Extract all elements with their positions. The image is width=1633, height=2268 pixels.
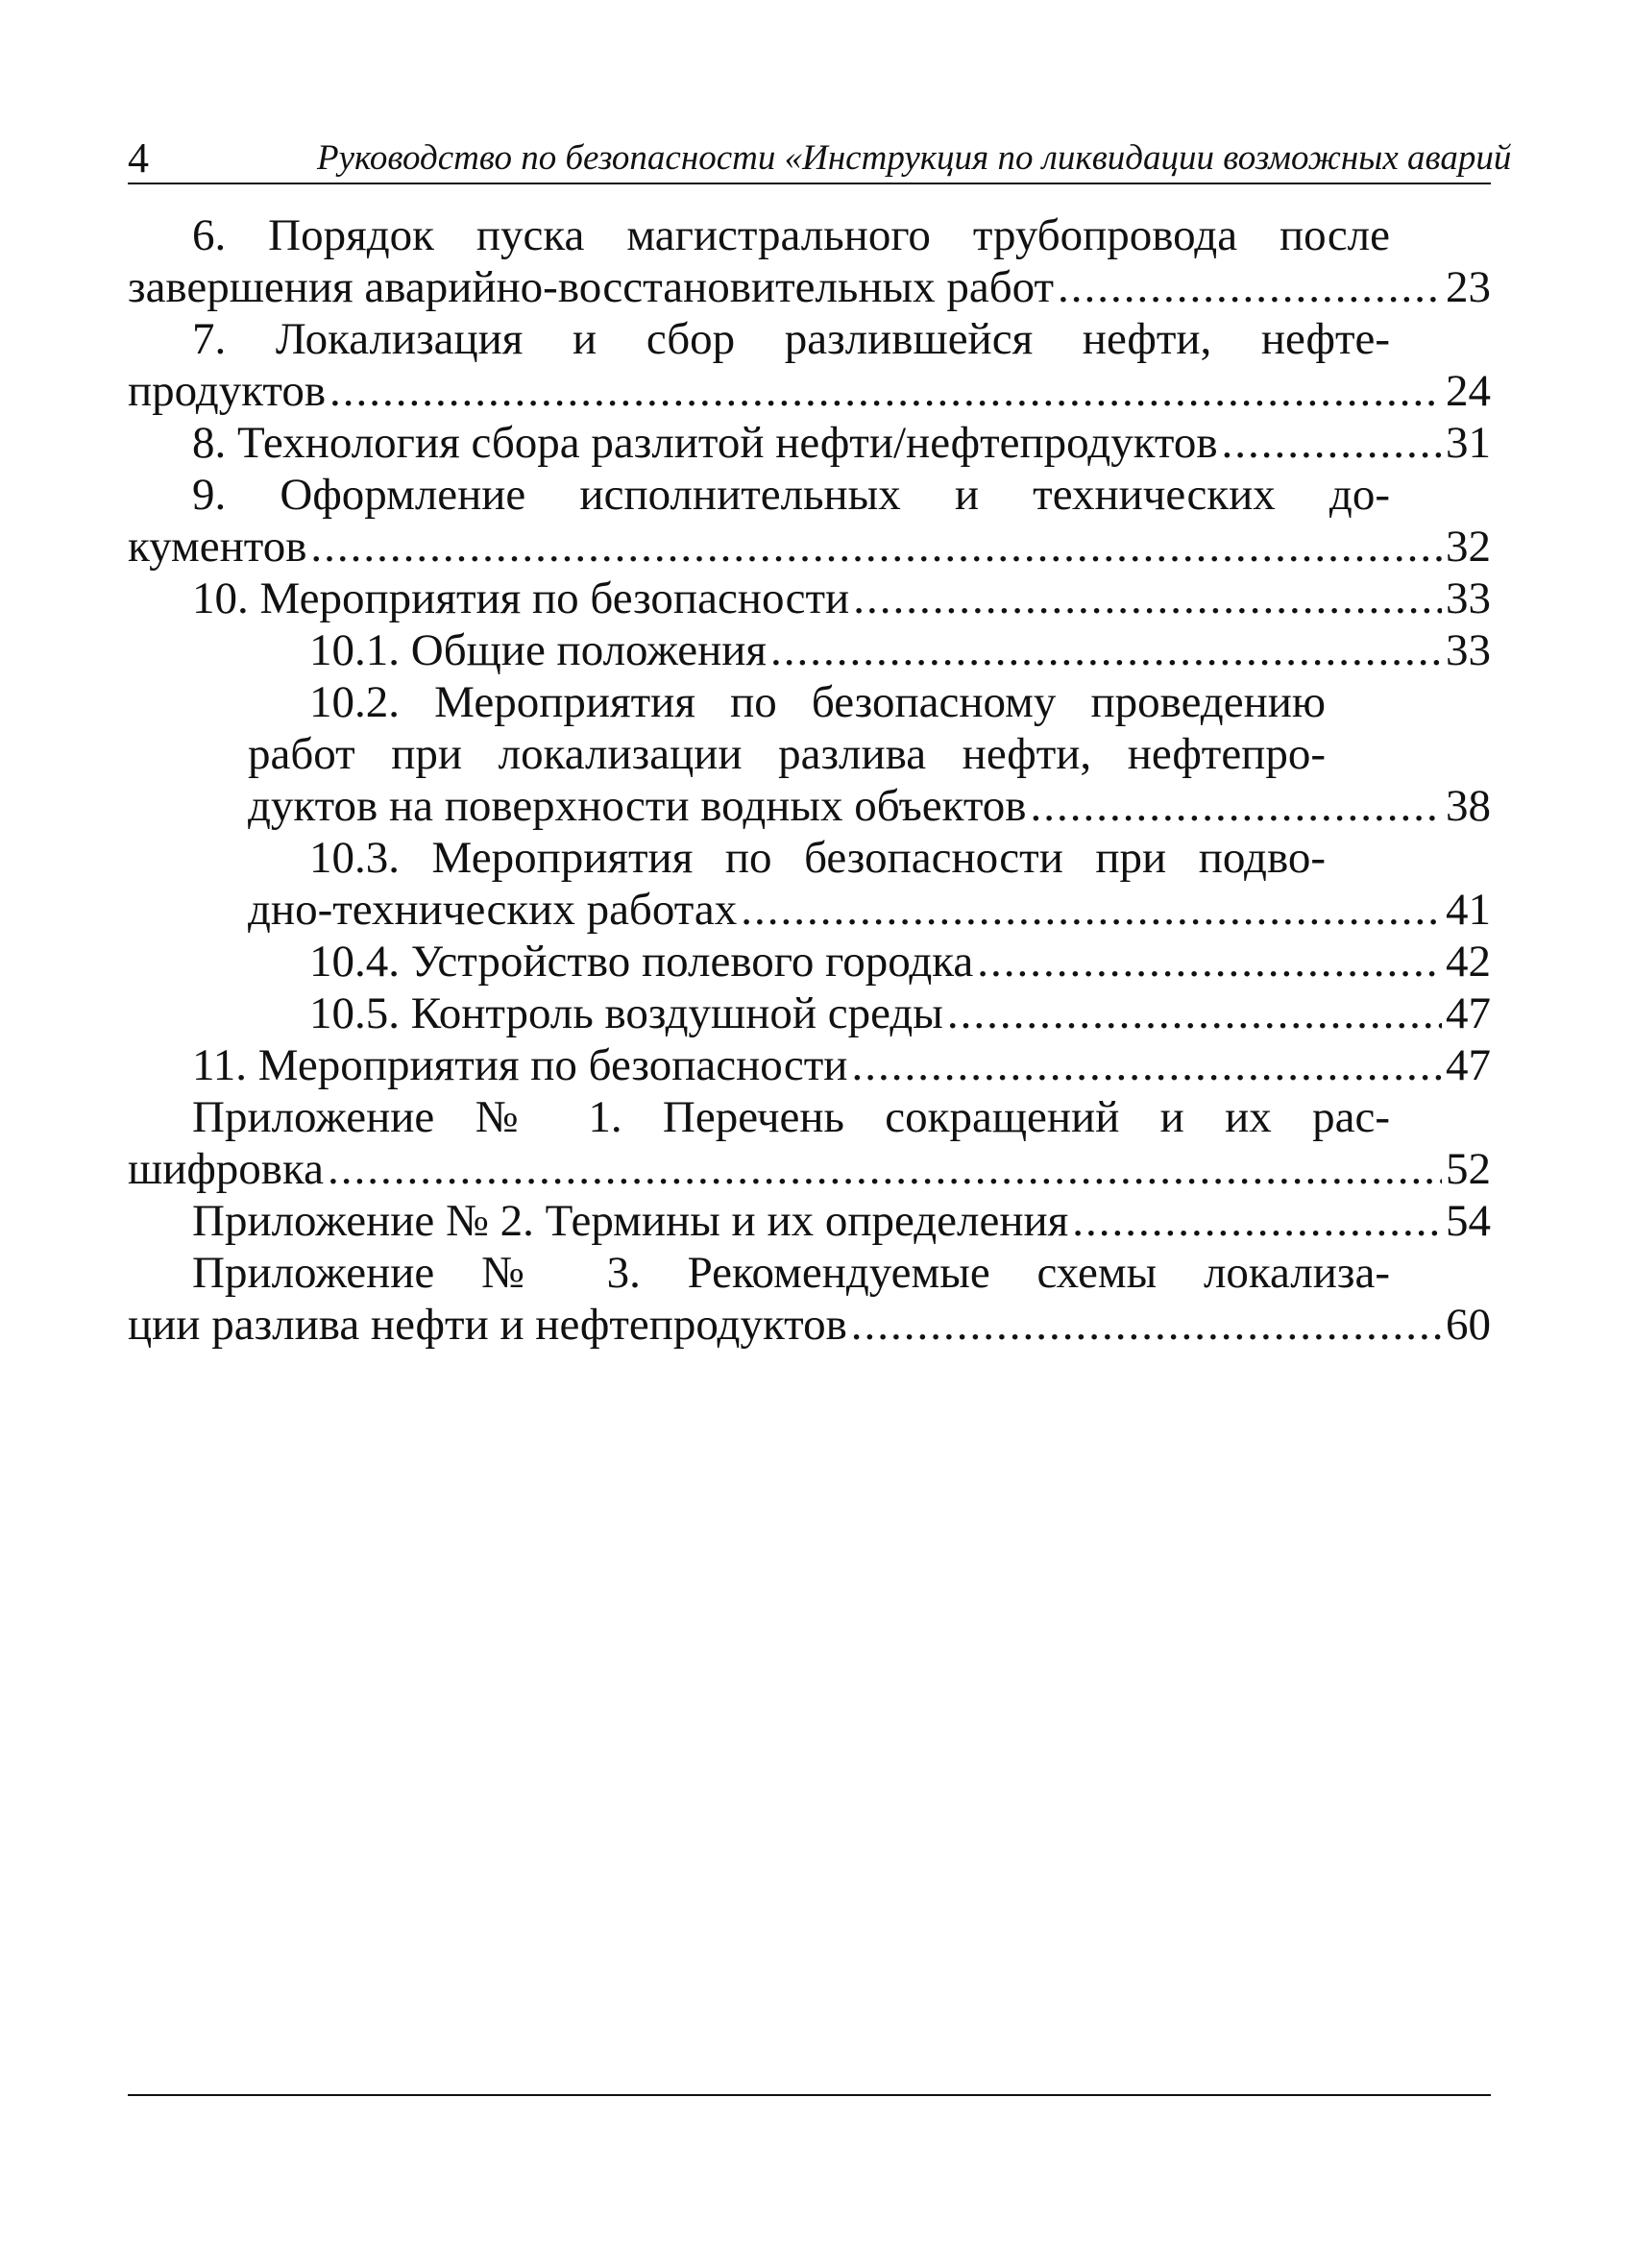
header-rule — [128, 183, 1491, 184]
toc-entry-10 — [128, 573, 1491, 624]
toc-entry-11 — [128, 1039, 1491, 1091]
toc-entry-7 — [128, 313, 1491, 417]
toc-page-number: 60 — [1446, 1300, 1491, 1350]
dot-leader — [1222, 417, 1442, 469]
toc-entry-text: шифровка — [128, 1144, 324, 1194]
toc-entry-text: 10.4. Устройство полевого городка — [309, 937, 974, 987]
toc-entry-text: 11. Мероприятия по безопасности — [192, 1040, 848, 1090]
toc-entry-text: 10.1. Общие положения — [309, 625, 768, 675]
toc-entry-appendix-3 — [128, 1247, 1491, 1351]
toc-page-number: 33 — [1446, 573, 1491, 623]
footer-rule — [128, 2094, 1491, 2096]
dot-leader — [310, 521, 1442, 573]
toc-entry-text: 10.3. Мероприятия по безопасности при подво- — [309, 833, 1326, 883]
toc-entry-appendix-2 — [128, 1195, 1491, 1247]
dot-leader — [853, 573, 1442, 624]
toc-entry-leader-line — [128, 1195, 1491, 1247]
toc-entry-10-3 — [192, 832, 1491, 936]
toc-entry-9 — [128, 469, 1491, 573]
toc-entry-text: ции разлива нефти и нефтепродуктов — [128, 1300, 847, 1350]
toc-entry-text: кументов — [128, 522, 307, 572]
toc-entry-leader-line — [128, 417, 1491, 469]
running-header: Руководство по безопасности «Инструкция по ликвидации возможных аварий — [317, 138, 1512, 178]
toc-page-number: 47 — [1446, 988, 1491, 1038]
toc-entry-10-5 — [192, 988, 1491, 1039]
dot-leader — [328, 1143, 1442, 1195]
toc-entry-leader-line — [192, 780, 1491, 832]
dot-leader — [1058, 261, 1442, 313]
page-number: 4 — [128, 134, 149, 182]
toc-page-number: 52 — [1446, 1144, 1491, 1194]
toc-entry-10-2 — [192, 676, 1491, 832]
toc-entry-text: 10. Мероприятия по безопасности — [192, 573, 850, 623]
toc-entry-leader-line — [128, 1039, 1491, 1091]
toc-entry-text: Приложение № 3. Рекомендуемые схемы локализа- — [192, 1248, 1390, 1298]
toc-entry-10-4 — [192, 936, 1491, 988]
toc-entry-leader-line — [128, 521, 1491, 573]
toc-page-number: 42 — [1446, 937, 1491, 987]
toc-entry-text: Приложение № 2. Термины и их определения — [192, 1196, 1069, 1246]
toc-entry-leader-line — [192, 624, 1491, 676]
toc-entry-text: 7. Локализация и сбор разлившейся нефти, нефте- — [192, 314, 1390, 364]
dot-leader — [851, 1299, 1442, 1351]
toc-page-number: 38 — [1446, 781, 1491, 831]
toc-entry-text: работ при локализации разлива нефти, нефтепро- — [248, 729, 1326, 779]
toc-page-number: 47 — [1446, 1040, 1491, 1090]
toc-entry-leader-line — [128, 573, 1491, 624]
toc-entry-leader-line — [192, 884, 1491, 936]
toc-entry-leader-line — [192, 988, 1491, 1039]
toc-entry-appendix-1 — [128, 1091, 1491, 1195]
toc-entry-text: дуктов на поверхности водных объектов — [248, 781, 1027, 831]
toc-page-number: 24 — [1446, 366, 1491, 416]
toc-page-number: 41 — [1446, 885, 1491, 935]
toc-page-number: 32 — [1446, 522, 1491, 572]
toc-page-number: 31 — [1446, 418, 1491, 468]
toc-entry-text: 10.5. Контроль воздушной среды — [309, 988, 943, 1038]
dot-leader — [770, 624, 1442, 676]
dot-leader — [741, 884, 1442, 936]
toc-entry-leader-line — [192, 936, 1491, 988]
toc-entry-text: 10.2. Мероприятия по безопасному проведению — [309, 677, 1326, 727]
dot-leader — [1072, 1195, 1442, 1247]
toc-entry-8 — [128, 417, 1491, 469]
toc-entry-text: дно-технических работах — [248, 885, 738, 935]
toc-entry-text: продуктов — [128, 366, 327, 416]
toc-entry-leader-line — [128, 261, 1491, 313]
dot-leader — [947, 988, 1442, 1039]
toc-page-number: 54 — [1446, 1196, 1491, 1246]
dot-leader — [329, 365, 1442, 417]
table-of-contents — [128, 209, 1491, 1351]
toc-entry-text: завершения аварийно-восстановительных работ — [128, 262, 1055, 312]
toc-entry-leader-line — [128, 1143, 1491, 1195]
toc-entry-6 — [128, 209, 1491, 313]
toc-entry-text: 8. Технология сбора разлитой нефти/нефтепродуктов — [192, 418, 1218, 468]
toc-entry-text: Приложение № 1. Перечень сокращений и их рас- — [192, 1092, 1390, 1142]
toc-page-number: 33 — [1446, 625, 1491, 675]
toc-entry-leader-line — [128, 1299, 1491, 1351]
dot-leader — [851, 1039, 1442, 1091]
dot-leader — [1030, 780, 1442, 832]
toc-page-number: 23 — [1446, 262, 1491, 312]
toc-entry-10-1 — [192, 624, 1491, 676]
toc-entry-leader-line — [128, 365, 1491, 417]
toc-entry-text: 6. Порядок пуска магистрального трубопровода после — [192, 210, 1390, 260]
dot-leader — [977, 936, 1442, 988]
toc-entry-text: 9. Оформление исполнительных и технических до- — [192, 470, 1390, 520]
